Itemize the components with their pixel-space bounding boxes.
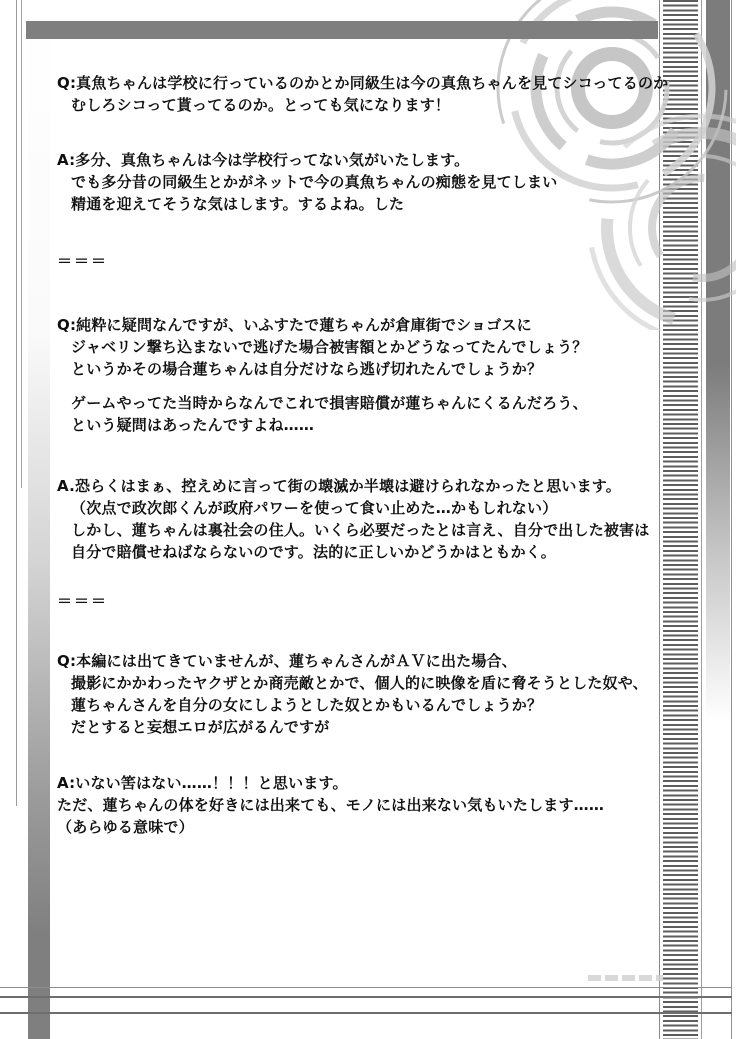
- text-line: しかし、蓮ちゃんは裏社会の住人。いくら必要だったとは言え、自分で出した被害は: [71, 521, 650, 539]
- text-line: ゲームやってた当時からなんでこれで損害賠償が蓮ちゃんにくるんだろう、: [71, 394, 588, 412]
- text-line: というかその場合蓮ちゃんは自分だけなら逃げ切れたんでしょうか？: [71, 360, 543, 378]
- text-line: でも多分昔の同級生とかがネットで今の真魚ちゃんの痴態を見てしまい: [71, 173, 558, 191]
- qa-question-2-continued: [57, 392, 588, 436]
- text-line: ただ、蓮ちゃんの体を好きには出来ても、モノには出来ない気もいたします……: [57, 796, 605, 814]
- text-line: （次点で政次郎くんが政府パワーを使って食い止めた…かもしれない）: [71, 499, 558, 517]
- text-line: Q:真魚ちゃんは学校に行っているのかとか同級生は今の真魚ちゃんを見てシコってるのか: [57, 74, 669, 92]
- text-line: Q:純粋に疑問なんですが、いふすたで蓮ちゃんが倉庫街でショゴスに: [57, 316, 532, 334]
- text-line: （あらゆる意味で）: [57, 818, 194, 836]
- text-line: 精通を迎えてそうな気はします。するよね。した: [71, 195, 405, 213]
- text-line: という疑問はあったんですよね……: [71, 416, 315, 434]
- qa-answer-3: [57, 772, 604, 838]
- section-separator-2: ＝＝＝: [57, 592, 109, 610]
- text-line: A:多分、真魚ちゃんは今は学校行ってない気がいたします。: [57, 151, 470, 169]
- text-line: 自分で賠償せねばならないのです。法的に正しいかどうかはともかく。: [71, 543, 556, 561]
- qa-question-1: [57, 72, 668, 116]
- qa-answer-1: [57, 149, 557, 215]
- text-line: 撮影にかかわったヤクザとか商売敵とかで、個人的に映像を盾に脅そうとした奴や、: [71, 674, 648, 692]
- text-line: だとすると妄想エロが広がるんですが: [71, 718, 330, 736]
- text-line: 蓮ちゃんさんを自分の女にしようとした奴とかもいるんでしょうか？: [71, 696, 543, 714]
- text-line: Q:本編には出てきていませんが、蓮ちゃんさんがＡＶに出た場合、: [57, 652, 517, 670]
- qa-question-2: [57, 314, 588, 380]
- section-separator-1: ＝＝＝: [57, 252, 109, 270]
- text-line: むしろシコって貰ってるのか。とっても気になります！: [71, 96, 451, 114]
- text-line: ジャベリン撃ち込まないで逃げた場合被害額とかどうなってたんでしょう？: [71, 338, 588, 356]
- text-line: A.恐らくはまぁ、控えめに言って街の壊滅か半壊は避けられなかったと思います。: [57, 477, 621, 495]
- qa-answer-2: [57, 475, 650, 563]
- text-line: A:いない筈はない……！！！と思います。: [57, 774, 348, 792]
- qa-question-3: [57, 650, 648, 738]
